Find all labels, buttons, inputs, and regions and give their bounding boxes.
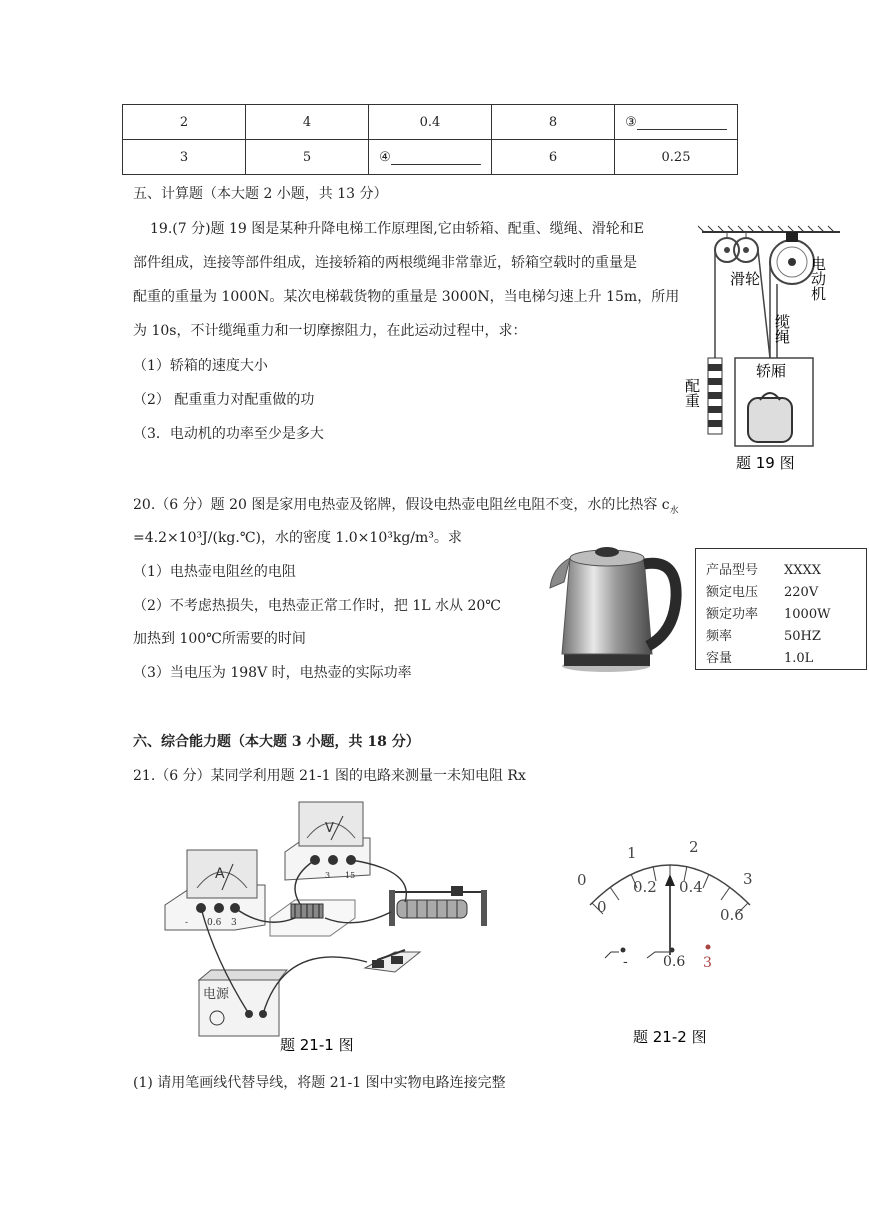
figure-caption: 题 19 图: [736, 454, 795, 472]
power-label: 电源: [203, 987, 230, 1002]
blank-label: ③: [625, 114, 637, 130]
ammeter-terminal: -: [185, 918, 189, 928]
data-table: [122, 104, 738, 175]
q19-subquestion: （3．电动机的功率至少是多大: [133, 426, 324, 442]
q20-subquestion: 加热到 100℃所需要的时间: [133, 631, 306, 647]
circuit-diagram: [155, 800, 535, 1055]
figure-caption: 题 21-1 图: [280, 1036, 354, 1054]
q19-line: 配重的重量为 1000N。某次电梯载货物的重量是 3000N，当电梯匀速上升 15m，所用: [133, 289, 680, 305]
ammeter-terminal: 3: [231, 918, 237, 928]
nameplate-row: [706, 581, 818, 600]
table-cell: 6: [492, 140, 615, 175]
plate-key: 额定电压: [706, 585, 759, 600]
q19-line: 19.(7 分)题 19 图是某种升降电梯工作原理图,它由轿箱、配重、缆绳、滑轮和E: [150, 221, 644, 237]
q19-line: 部件组成，连接等部件组成，连接轿箱的两根缆绳非常靠近，轿箱空载时的重量是: [133, 255, 637, 271]
dial-outer-label: 2: [689, 838, 699, 856]
q19-subquestion: （1）轿箱的速度大小: [133, 358, 268, 374]
plate-value: 1000W: [784, 607, 831, 622]
table-cell: 2: [123, 105, 246, 140]
dial-inner-label: 0.6: [720, 906, 744, 924]
voltmeter-terminal: 15: [345, 871, 356, 880]
q20-line: [133, 494, 679, 516]
table-cell: [369, 140, 492, 175]
table-cell: 0.4: [369, 105, 492, 140]
nameplate: [695, 548, 867, 670]
dial-outer-label: 3: [743, 870, 753, 888]
voltmeter-symbol: V: [325, 821, 334, 836]
plate-key: 额定功率: [706, 607, 759, 622]
section-6-title: 六、综合能力题（本大题 3 小题，共 18 分）: [133, 734, 420, 750]
table-cell: 8: [492, 105, 615, 140]
plate-value: XXXX: [784, 563, 822, 578]
kettle-image: [548, 528, 683, 678]
nameplate-row: [706, 559, 821, 578]
q19-line: 为 10s，不计缆绳重力和一切摩擦阻力，在此运动过程中，求：: [133, 323, 527, 339]
answer-blank: [391, 150, 481, 165]
q21-subquestion: (1) 请用笔画线代替导线，将题 21-1 图中实物电路连接完整: [133, 1075, 506, 1091]
plate-key: 频率: [706, 629, 733, 644]
q20-line-text: 20.（6 分）题 20 图是家用电热壶及铭牌，假设电热壶电阻丝电阻不变，水的比热容 c: [133, 497, 670, 513]
plate-value: 1.0L: [784, 651, 814, 666]
ammeter-symbol: A: [215, 866, 225, 882]
ammeter-terminal: 0.6: [207, 918, 222, 928]
dial-terminal: 3: [703, 955, 712, 971]
label-counterweight: 配重: [683, 378, 701, 408]
dial-outer-label: 0: [577, 871, 587, 889]
label-motor: 电动机: [809, 256, 827, 301]
label-cabin: 轿厢: [756, 362, 787, 380]
dial-outer-label: 1: [627, 844, 637, 862]
q21-line: 21.（6 分）某同学利用题 21-1 图的电路来测量一未知电阻 Rx: [133, 768, 526, 784]
table-cell: 0.25: [615, 140, 738, 175]
table-row: [123, 105, 738, 140]
dial-terminal: 0.6: [663, 954, 686, 970]
plate-key: 容量: [706, 651, 733, 666]
dial-terminal: -: [623, 954, 628, 970]
dial-inner-label: 0: [597, 898, 607, 916]
table-cell: [615, 105, 738, 140]
q20-subquestion: （1）电热壶电阻丝的电阻: [133, 564, 296, 580]
blank-label: ④: [379, 149, 391, 165]
voltmeter-terminal: 3: [325, 871, 331, 880]
elevator-diagram: [683, 218, 850, 478]
q20-line: =4.2×10³J/(kg.℃)，水的密度 1.0×10³kg/m³。求: [133, 530, 462, 546]
figure-caption: 题 21-2 图: [633, 1028, 707, 1046]
label-pulley: 滑轮: [730, 270, 761, 288]
section-5-title: 五、计算题（本大题 2 小题，共 13 分）: [133, 186, 388, 202]
ammeter-dial: [565, 830, 765, 1050]
table-cell: 4: [246, 105, 369, 140]
plate-key: 产品型号: [706, 563, 759, 578]
label-cable: 缆绳: [773, 314, 791, 344]
nameplate-row: [706, 625, 821, 644]
q20-subquestion: （2）不考虑热损失，电热壶正常工作时，把 1L 水从 20℃: [133, 598, 501, 614]
nameplate-row: [706, 647, 813, 666]
q20-subquestion: （3）当电压为 198V 时，电热壶的实际功率: [133, 665, 412, 681]
nameplate-row: [706, 603, 830, 622]
dial-inner-label: 0.2: [633, 878, 657, 896]
q19-subquestion: （2） 配重重力对配重做的功: [133, 392, 315, 408]
table-cell: 5: [246, 140, 369, 175]
answer-blank: [637, 115, 727, 130]
plate-value: 220V: [784, 585, 819, 600]
table-row: [123, 140, 738, 175]
plate-value: 50HZ: [784, 629, 821, 644]
dial-inner-label: 0.4: [679, 878, 703, 896]
table-cell: 3: [123, 140, 246, 175]
subscript-water: 水: [669, 505, 679, 516]
